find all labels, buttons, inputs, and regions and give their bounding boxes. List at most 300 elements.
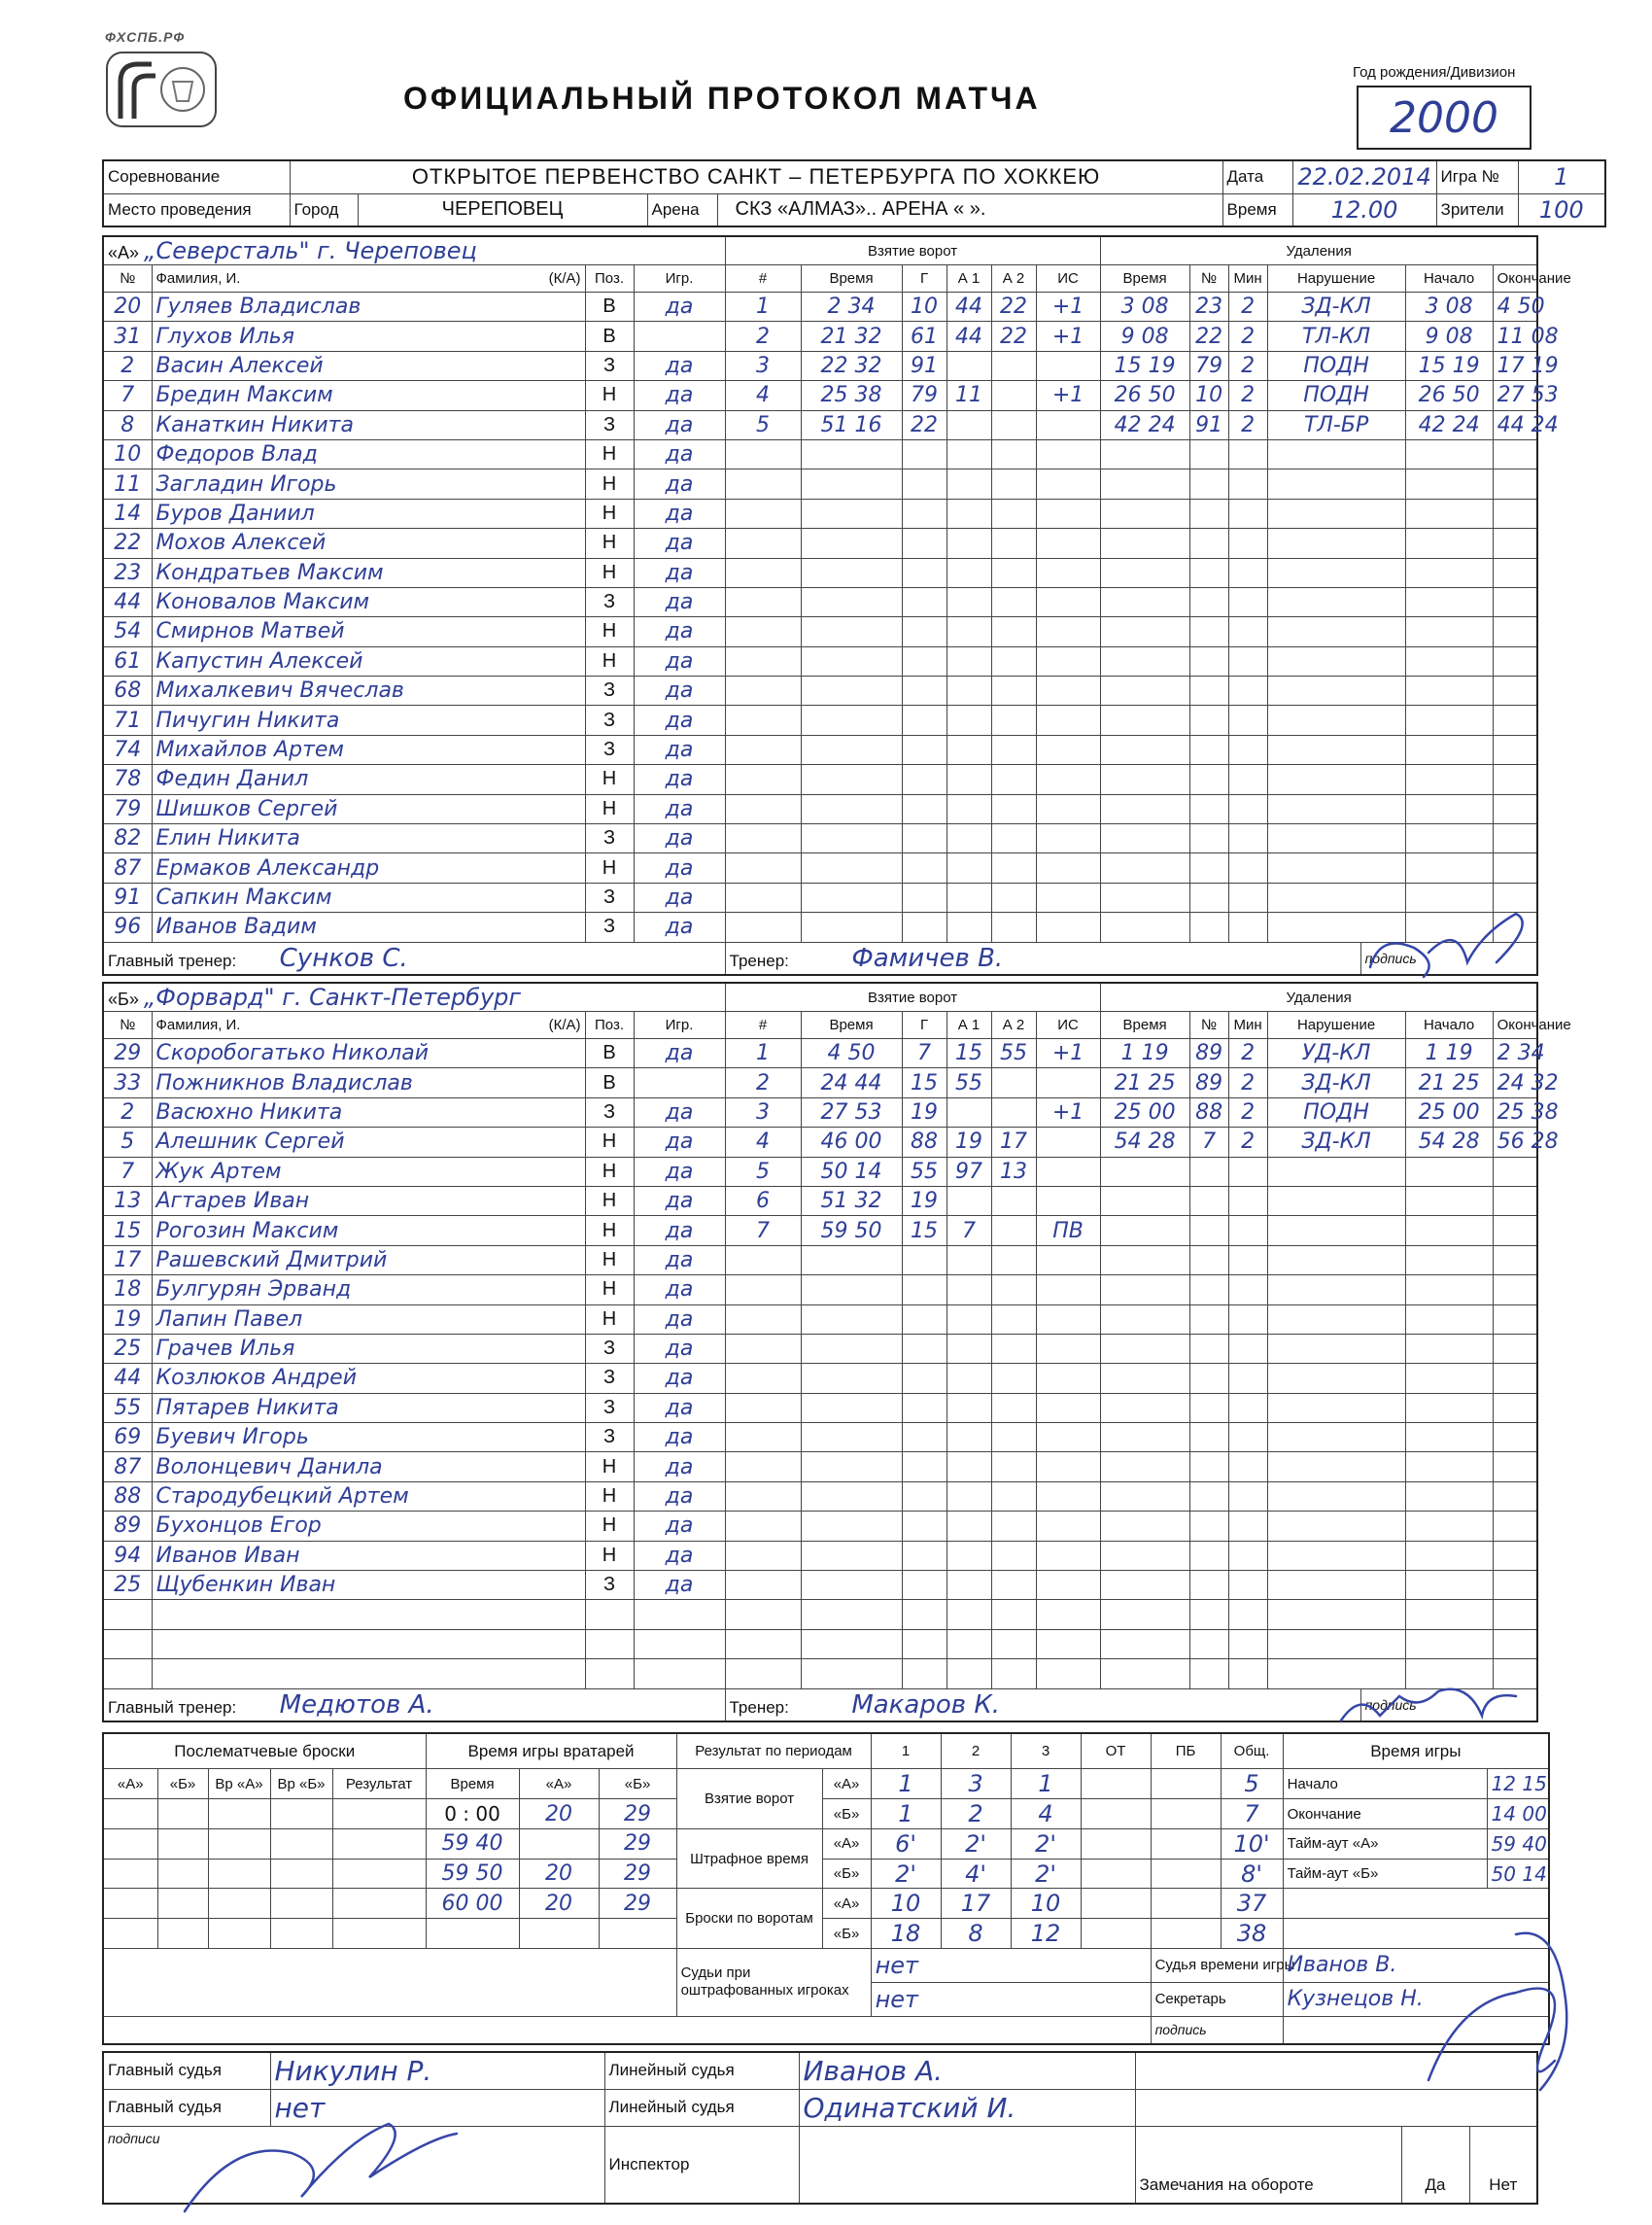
team-a-goal-is	[1036, 351, 1100, 380]
team-a-player-pos: Н	[585, 381, 634, 410]
period-3-header: 3	[1011, 1733, 1081, 1769]
team-b-player-num: 18	[103, 1275, 152, 1304]
periods-pim-a-total: 10'	[1221, 1828, 1283, 1859]
team-a-player-num: 10	[103, 439, 152, 469]
team-a-player-name: Михайлов Артем	[152, 735, 585, 764]
team-b-col-pen-viol: Нарушение	[1267, 1012, 1405, 1039]
table-row	[103, 883, 1537, 912]
team-b-goal-time: 50 14	[801, 1157, 902, 1186]
team-a-player-pos: З	[585, 706, 634, 735]
team-b-name: „Форвард" г. Санкт-Петербург	[143, 984, 522, 1011]
team-a-col-pen-num: №	[1189, 265, 1228, 293]
team-b-player-num: 94	[103, 1541, 152, 1570]
team-a-player-pos: Н	[585, 558, 634, 587]
periods-goals-b-3: 4	[1011, 1799, 1081, 1829]
team-a-pen-time: 9 08	[1100, 322, 1189, 351]
team-a-title-cell	[103, 236, 725, 265]
team-b-player-played: да	[634, 1128, 725, 1157]
game-label: Игра №	[1436, 160, 1518, 193]
team-b-pen-end: 56 28	[1493, 1128, 1537, 1157]
team-a-player-name: Буров Даниил	[152, 499, 585, 528]
team-a-player-name: Пичугин Никита	[152, 706, 585, 735]
team-b-pen-num: 89	[1189, 1068, 1228, 1097]
team-a-goal-scorer: 61	[902, 322, 946, 351]
team-b-pen-num: 89	[1189, 1039, 1228, 1068]
team-b-player-num: 25	[103, 1334, 152, 1363]
team-a-goal-scorer: 79	[902, 381, 946, 410]
team-b-goal-num: 5	[725, 1157, 801, 1186]
team-a-player-pos: З	[585, 351, 634, 380]
team-b-col-pen-time: Время	[1100, 1012, 1189, 1039]
team-b-goal-num: 6	[725, 1186, 801, 1215]
team-a-col-pen-start: Начало	[1405, 265, 1493, 293]
team-a-coach-label: Главный тренер:	[108, 951, 237, 970]
team-a-player-num: 82	[103, 824, 152, 853]
team-b-player-pos: В	[585, 1039, 634, 1068]
team-b-player-name: Стародубецкий Артем	[152, 1481, 585, 1511]
timeout-a-label: Тайм-аут «А»	[1283, 1828, 1487, 1859]
team-b-goal-time: 4 50	[801, 1039, 902, 1068]
periods-goals-a-total: 5	[1221, 1769, 1283, 1799]
team-b-player-played: да	[634, 1512, 725, 1541]
timekeeper-label: Судья времени игры	[1151, 1949, 1283, 1983]
periods-shots-b-3: 12	[1011, 1919, 1081, 1949]
team-b-table	[102, 982, 1571, 1722]
team-b-trainer-label: Тренер:	[729, 1697, 789, 1717]
periods-pim-b-pb	[1151, 1859, 1221, 1889]
goalie-col-time: Время	[426, 1769, 519, 1799]
team-a-col-num: №	[103, 265, 152, 293]
team-a-player-name: Загладин Игорь	[152, 469, 585, 499]
table-row	[103, 706, 1537, 735]
team-b-pen-num: 88	[1189, 1097, 1228, 1127]
table-row	[103, 677, 1537, 706]
team-b-player-played	[634, 1600, 725, 1629]
team-a-goal-num: 4	[725, 381, 801, 410]
team-b-pen-time: 54 28	[1100, 1128, 1189, 1157]
team-a-player-played: да	[634, 735, 725, 764]
timeout-b-value: 50 14	[1487, 1859, 1549, 1889]
team-a-player-played: да	[634, 499, 725, 528]
table-row	[103, 1275, 1537, 1304]
table-row	[103, 1393, 1537, 1422]
team-a-goal-a1: 44	[946, 322, 991, 351]
team-a-pen-viol: ПОДН	[1267, 351, 1405, 380]
team-a-pen-num: 91	[1189, 410, 1228, 439]
team-b-player-name: Агтарев Иван	[152, 1186, 585, 1215]
team-a-player-pos: Н	[585, 617, 634, 646]
table-row	[103, 439, 1537, 469]
logo-emblem-icon	[105, 51, 218, 128]
period-pb-header: ПБ	[1151, 1733, 1221, 1769]
team-b-section	[102, 982, 1571, 1730]
city-label: Город	[290, 193, 358, 226]
team-b-goal-is: +1	[1036, 1097, 1100, 1127]
team-a-col-goal-is: ИС	[1036, 265, 1100, 293]
team-a-col-goal-num: #	[725, 265, 801, 293]
team-a-goal-a1: 44	[946, 293, 991, 322]
period-2-header: 2	[941, 1733, 1011, 1769]
periods-goals-a-2: 3	[941, 1769, 1011, 1799]
team-a-sign-label: подпись	[1360, 942, 1537, 975]
team-b-player-pos: З	[585, 1393, 634, 1422]
team-b-player-num: 13	[103, 1186, 152, 1215]
team-b-player-num: 17	[103, 1245, 152, 1274]
team-a-pen-min: 2	[1228, 351, 1267, 380]
team-a-col-played: Игр.	[634, 265, 725, 293]
team-a-player-played: да	[634, 410, 725, 439]
team-b-player-num: 87	[103, 1452, 152, 1481]
team-a-player-num: 2	[103, 351, 152, 380]
team-a-player-num: 96	[103, 913, 152, 942]
table-row	[103, 381, 1537, 410]
table-row	[103, 1481, 1537, 1511]
team-b-pen-time: 1 19	[1100, 1039, 1189, 1068]
team-a-player-num: 8	[103, 410, 152, 439]
penalty-judge-1: нет	[871, 1949, 1151, 1983]
team-b-goal-scorer: 7	[902, 1039, 946, 1068]
org-mark: ФХСПБ.РФ	[105, 29, 186, 45]
team-b-player-num: 2	[103, 1097, 152, 1127]
competition-label: Соревнование	[103, 160, 290, 193]
goalie-row-4-a: 20	[519, 1889, 599, 1919]
team-a-player-pos: Н	[585, 439, 634, 469]
team-b-player-name	[152, 1600, 585, 1629]
team-a-player-played: да	[634, 765, 725, 794]
team-a-player-num: 74	[103, 735, 152, 764]
team-a-player-name: Смирнов Матвей	[152, 617, 585, 646]
team-b-player-played: да	[634, 1157, 725, 1186]
team-a-pen-min: 2	[1228, 381, 1267, 410]
team-a-player-pos: В	[585, 293, 634, 322]
team-b-col-pen-start: Начало	[1405, 1012, 1493, 1039]
goalie-row-1-time: 0 : 00	[426, 1799, 519, 1829]
table-row	[103, 646, 1537, 676]
team-b-player-played	[634, 1659, 725, 1688]
team-a-trainer-label: Тренер:	[729, 951, 789, 970]
team-b-player-pos: Н	[585, 1541, 634, 1570]
team-b-pen-end: 24 32	[1493, 1068, 1537, 1097]
team-a-pen-viol: ТЛ-БР	[1267, 410, 1405, 439]
team-a-player-pos: З	[585, 824, 634, 853]
team-a-player-name: Гуляев Владислав	[152, 293, 585, 322]
periods-shots-a-1: 10	[871, 1889, 941, 1919]
team-b-pen-min: 2	[1228, 1097, 1267, 1127]
summary-table	[102, 1732, 1550, 2045]
division-label: Год рождения/Дивизион	[1353, 64, 1516, 81]
division-box	[1357, 86, 1532, 150]
linesman-1-label: Линейный судья	[604, 2052, 799, 2089]
team-b-col-goal-time: Время	[801, 1012, 902, 1039]
team-a-coach-value: Сунков С.	[279, 943, 408, 973]
team-a-player-pos: Н	[585, 765, 634, 794]
goalie-row-1-b: 29	[599, 1799, 676, 1829]
periods-goals-a-1: 1	[871, 1769, 941, 1799]
team-a-col-goal-a2: А 2	[991, 265, 1036, 293]
team-a-col-pen-min: Мин	[1228, 265, 1267, 293]
team-b-player-num: 15	[103, 1216, 152, 1245]
team-b-player-name: Рогозин Максим	[152, 1216, 585, 1245]
team-b-goal-is	[1036, 1128, 1100, 1157]
team-a-tag: «А»	[108, 243, 140, 262]
team-b-pen-viol: ЗД-КЛ	[1267, 1128, 1405, 1157]
team-b-player-name: Булгурян Эрванд	[152, 1275, 585, 1304]
team-a-player-played: да	[634, 439, 725, 469]
team-a-player-num: 7	[103, 381, 152, 410]
team-b-goal-num: 7	[725, 1216, 801, 1245]
team-a-player-name: Сапкин Максим	[152, 883, 585, 912]
team-b-goal-time: 24 44	[801, 1068, 902, 1097]
org-logo	[105, 29, 222, 136]
team-b-goal-is: +1	[1036, 1039, 1100, 1068]
team-b-player-pos: З	[585, 1334, 634, 1363]
table-row	[103, 765, 1537, 794]
team-a-goal-a2	[991, 410, 1036, 439]
table-row	[103, 1659, 1537, 1688]
team-b-player-num: 19	[103, 1304, 152, 1334]
team-b-goal-scorer: 19	[902, 1097, 946, 1127]
team-a-player-pos: Н	[585, 646, 634, 676]
team-a-goal-time: 51 16	[801, 410, 902, 439]
city-value: ЧЕРЕПОВЕЦ	[358, 193, 647, 226]
secretary-sign-label: подпись	[1151, 2016, 1283, 2044]
team-a-player-name: Михалкевич Вячеслав	[152, 677, 585, 706]
team-a-player-num: 68	[103, 677, 152, 706]
periods-pim-b-3: 2'	[1011, 1859, 1081, 1889]
team-a-goal-time: 22 32	[801, 351, 902, 380]
periods-goals-b-ot	[1081, 1799, 1151, 1829]
team-b-player-pos: Н	[585, 1128, 634, 1157]
team-b-goal-num: 4	[725, 1128, 801, 1157]
team-a-goal-time: 25 38	[801, 381, 902, 410]
table-row	[103, 1334, 1537, 1363]
periods-pim-a-pb	[1151, 1828, 1221, 1859]
periods-goals-b-2: 2	[941, 1799, 1011, 1829]
inspector-label: Инспектор	[604, 2126, 799, 2204]
team-b-goal-is	[1036, 1186, 1100, 1215]
team-b-coach-value: Медютов А.	[279, 1689, 434, 1720]
team-b-player-pos: З	[585, 1571, 634, 1600]
team-b-col-pen-end: Окончание	[1493, 1012, 1537, 1039]
team-a-goal-num: 1	[725, 293, 801, 322]
team-b-trainer-value: Макаров К.	[851, 1689, 1001, 1720]
page-title: ОФИЦИАЛЬНЫЙ ПРОТОКОЛ МАТЧА	[403, 81, 1041, 116]
team-a-player-pos: В	[585, 322, 634, 351]
period-ot-header: ОТ	[1081, 1733, 1151, 1769]
table-row	[103, 351, 1537, 380]
main-ref-2-value: нет	[270, 2089, 604, 2126]
team-a-pen-min: 2	[1228, 410, 1267, 439]
team-a-goal-scorer: 22	[902, 410, 946, 439]
team-a-pen-end: 17 19	[1493, 351, 1537, 380]
table-row	[103, 1423, 1537, 1452]
team-b-goal-a1: 15	[946, 1039, 991, 1068]
team-b-player-name: Козлюков Андрей	[152, 1364, 585, 1393]
team-a-player-name: Бредин Максим	[152, 381, 585, 410]
team-a-goal-a2	[991, 351, 1036, 380]
table-row	[103, 529, 1537, 558]
team-a-coach-cell	[103, 942, 725, 975]
periods-shots-b-pb	[1151, 1919, 1221, 1949]
team-a-goal-a1	[946, 410, 991, 439]
team-a-player-name: Коновалов Максим	[152, 587, 585, 616]
team-a-table	[102, 235, 1571, 976]
team-a-pen-start: 3 08	[1405, 293, 1493, 322]
team-a-player-pos: З	[585, 913, 634, 942]
team-b-goal-time: 51 32	[801, 1186, 902, 1215]
team-a-goal-num: 3	[725, 351, 801, 380]
periods-goals-a-pb	[1151, 1769, 1221, 1799]
team-b-player-pos: Н	[585, 1452, 634, 1481]
team-b-goal-a2	[991, 1097, 1036, 1127]
team-b-player-name: Щубенкин Иван	[152, 1571, 585, 1600]
team-a-player-played: да	[634, 529, 725, 558]
team-a-pen-time: 42 24	[1100, 410, 1189, 439]
team-b-tag: «Б»	[108, 990, 139, 1009]
team-b-goal-time: 27 53	[801, 1097, 902, 1127]
team-b-col-pen-num: №	[1189, 1012, 1228, 1039]
team-b-goal-a1	[946, 1097, 991, 1127]
team-a-player-played: да	[634, 617, 725, 646]
team-b-pen-start: 1 19	[1405, 1039, 1493, 1068]
team-a-col-pen-viol: Нарушение	[1267, 265, 1405, 293]
game-end-label: Окончание	[1283, 1799, 1487, 1829]
team-b-player-num: 7	[103, 1157, 152, 1186]
secretary-label: Секретарь	[1151, 1982, 1283, 2016]
periods-goals-team-a: «А»	[822, 1769, 871, 1799]
team-b-player-name: Лапин Павел	[152, 1304, 585, 1334]
team-b-goal-a2: 17	[991, 1128, 1036, 1157]
table-row	[103, 558, 1537, 587]
match-info-table	[102, 159, 1606, 227]
team-b-player-num: 25	[103, 1571, 152, 1600]
team-a-goal-is	[1036, 410, 1100, 439]
goalie-row-4-time: 60 00	[426, 1889, 519, 1919]
secretary-value: Кузнецов Н.	[1283, 1982, 1549, 2016]
table-row	[103, 1364, 1537, 1393]
table-row	[103, 1304, 1537, 1334]
team-b-player-num: 69	[103, 1423, 152, 1452]
team-b-player-pos: Н	[585, 1481, 634, 1511]
table-row	[103, 853, 1537, 883]
penalty-judge-2: нет	[871, 1982, 1151, 2016]
team-b-player-name: Пожникнов Владислав	[152, 1068, 585, 1097]
team-b-player-num: 5	[103, 1128, 152, 1157]
shootout-title: Послематчевые броски	[103, 1733, 426, 1769]
periods-pim-a-1: 6'	[871, 1828, 941, 1859]
periods-title: Результат по периодам	[676, 1733, 871, 1769]
team-b-col-goal-num: #	[725, 1012, 801, 1039]
goalie-time-title: Время игры вратарей	[426, 1733, 676, 1769]
team-a-player-played: да	[634, 351, 725, 380]
linesman-1-value: Иванов А.	[799, 2052, 1135, 2089]
team-b-player-pos: Н	[585, 1157, 634, 1186]
team-b-goal-scorer: 15	[902, 1068, 946, 1097]
goalie-row-2-b: 29	[599, 1828, 676, 1859]
periods-pim-a-2: 2'	[941, 1828, 1011, 1859]
periods-shots-a-3: 10	[1011, 1889, 1081, 1919]
team-b-player-pos: Н	[585, 1304, 634, 1334]
table-row	[103, 469, 1537, 499]
team-b-player-num: 88	[103, 1481, 152, 1511]
periods-pim-label: Штрафное время	[676, 1828, 822, 1889]
team-a-player-num: 23	[103, 558, 152, 587]
periods-pim-a-3: 2'	[1011, 1828, 1081, 1859]
table-row	[103, 1629, 1537, 1658]
team-b-pen-start: 54 28	[1405, 1128, 1493, 1157]
timeout-a-value: 59 40	[1487, 1828, 1549, 1859]
team-a-player-num: 79	[103, 794, 152, 823]
table-row	[103, 1512, 1537, 1541]
team-a-player-num: 31	[103, 322, 152, 351]
periods-shots-a-ot	[1081, 1889, 1151, 1919]
team-b-goal-a2	[991, 1068, 1036, 1097]
table-row	[103, 1097, 1537, 1127]
team-b-player-pos: Н	[585, 1275, 634, 1304]
date-label: Дата	[1222, 160, 1292, 193]
team-b-player-played: да	[634, 1304, 725, 1334]
linesman-2-value: Одинатский И.	[799, 2089, 1135, 2126]
goalie-row-2-time: 59 40	[426, 1828, 519, 1859]
team-a-player-name: Капустин Алексей	[152, 646, 585, 676]
table-row	[103, 499, 1537, 528]
team-b-player-played: да	[634, 1275, 725, 1304]
team-a-col-pen-end: Окончание	[1493, 265, 1537, 293]
team-a-goal-a2	[991, 381, 1036, 410]
team-b-col-name: Фамилия, И. (К/А)	[152, 1012, 585, 1039]
goalie-row-3-a: 20	[519, 1859, 599, 1889]
team-b-player-played: да	[634, 1186, 725, 1215]
team-a-player-name: Глухов Илья	[152, 322, 585, 351]
team-b-coach-label: Главный тренер:	[108, 1697, 237, 1717]
table-row	[103, 1452, 1537, 1481]
period-total-header: Общ.	[1221, 1733, 1283, 1769]
goalie-row-3-time: 59 50	[426, 1859, 519, 1889]
team-a-player-played: да	[634, 794, 725, 823]
team-b-goal-a2	[991, 1216, 1036, 1245]
game-end-value: 14 00	[1487, 1799, 1549, 1829]
team-a-goal-time: 2 34	[801, 293, 902, 322]
team-b-player-num	[103, 1629, 152, 1658]
team-a-goal-num: 2	[725, 322, 801, 351]
periods-goals-label: Взятие ворот	[676, 1769, 822, 1829]
spectators-value: 100	[1518, 193, 1605, 226]
team-a-player-name: Федоров Влад	[152, 439, 585, 469]
team-b-goals-title: Взятие ворот	[725, 983, 1100, 1012]
team-a-player-played	[634, 322, 725, 351]
team-b-col-goal-g: Г	[902, 1012, 946, 1039]
team-a-col-pen-time: Время	[1100, 265, 1189, 293]
table-row	[103, 322, 1537, 351]
goalie-col-a: «А»	[519, 1769, 599, 1799]
periods-pim-a-ot	[1081, 1828, 1151, 1859]
game-time-title: Время игры	[1283, 1733, 1549, 1769]
team-a-player-played: да	[634, 646, 725, 676]
team-a-pen-num: 10	[1189, 381, 1228, 410]
team-b-player-played: да	[634, 1541, 725, 1570]
team-a-goal-num: 5	[725, 410, 801, 439]
team-b-pen-start: 25 00	[1405, 1097, 1493, 1127]
team-a-player-played: да	[634, 381, 725, 410]
remarks-yes: Да	[1401, 2126, 1469, 2204]
team-a-penalties-title: Удаления	[1100, 236, 1537, 265]
team-b-player-played: да	[634, 1334, 725, 1363]
table-row	[103, 1157, 1537, 1186]
periods-shots-b-2: 8	[941, 1919, 1011, 1949]
team-a-goal-scorer: 10	[902, 293, 946, 322]
team-a-player-pos: Н	[585, 794, 634, 823]
team-b-goal-is: ПВ	[1036, 1216, 1100, 1245]
